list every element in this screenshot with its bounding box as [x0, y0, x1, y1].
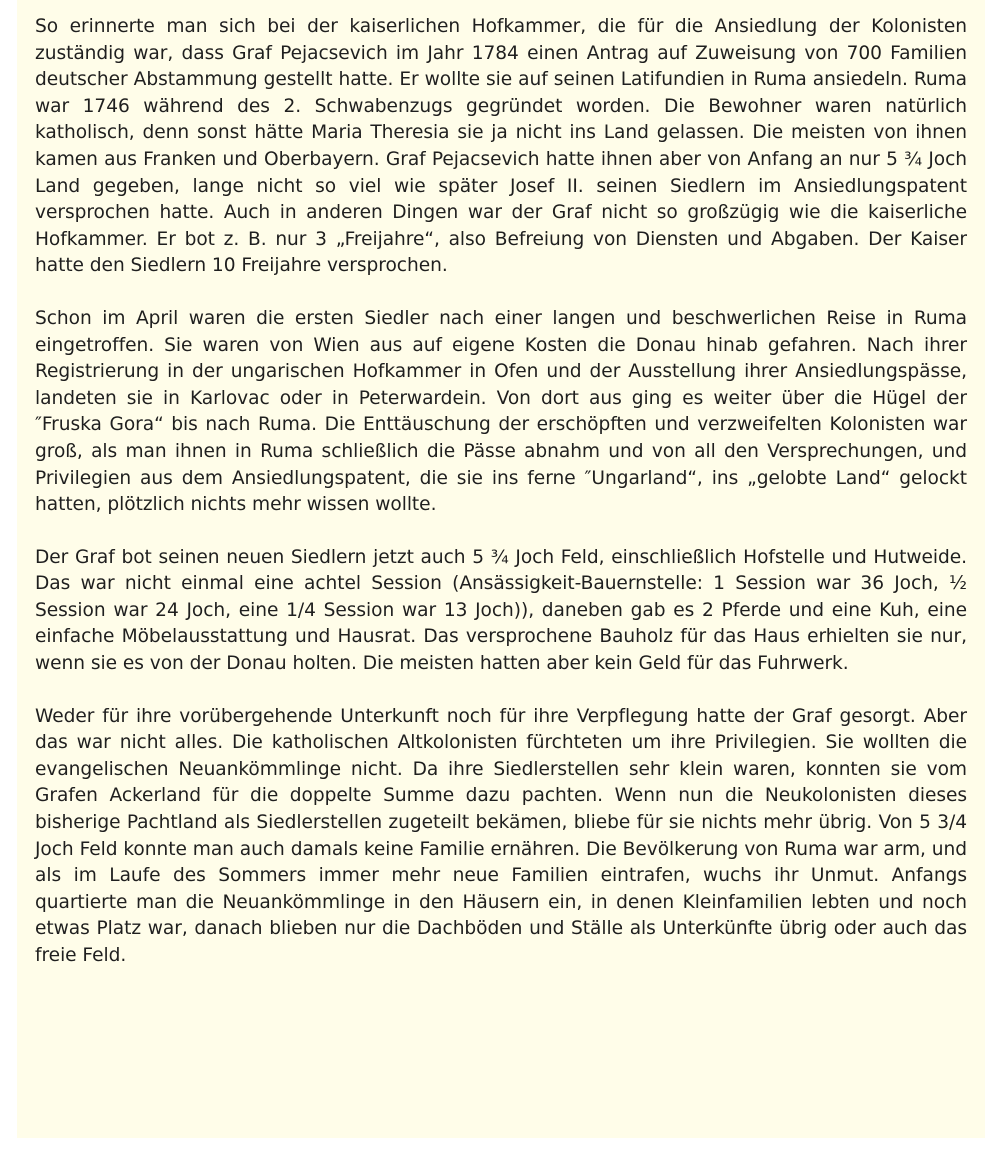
paragraph-3: Der Graf bot seinen neuen Siedlern jetzt auch 5 ¾ Joch Feld, einschließlich Hofstelle und Hutweide. Das war nicht einmal eine achtel Session (Ansässigkeit-Bauernstelle: 1 Session war 36 Joch, ½ Session war 24 Joch, eine 1/4 Session war 13 Joch)), daneben gab es 2 Pferde und eine Kuh, eine einfache Möbelausstattung und Hausrat. Das versprochene Bauholz für das Haus erhielten sie nur, wenn sie es von der Donau holten. Die meisten hatten aber kein Geld für das Fuhrwerk.	[35, 546, 967, 675]
paragraph-2: Schon im April waren die ersten Siedler nach einer langen und beschwerlichen Reise in Ruma eingetroffen. Sie waren von Wien aus auf eigene Kosten die Donau hinab gefahren. Nach ihrer Registrierung in der ungarischen Hofkammer in Ofen und der Ausstellung ihrer Ansiedlungspässe, landeten sie in Karlovac oder in Peterwardein. Von dort aus ging es weiter über die Hügel der ″Fruska Gora“ bis nach Ruma. Die Enttäuschung der erschöpften und verzweifelten Kolonisten war groß, als man ihnen in Ruma schließlich die Pässe abnahm und von all den Versprechungen, und Privilegien aus dem Ansiedlungspatent, die sie ins ferne ″Ungarland“, ins „gelobte Land“ gelockt hatten, plötzlich nichts mehr wissen wollte.	[35, 307, 967, 516]
paragraph-4: Weder für ihre vorübergehende Unterkunft noch für ihre Verpflegung hatte der Graf gesorgt. Aber das war nicht alles. Die katholischen Altkolonisten fürchteten um ihre Privilegien. Sie wollten die evangelischen Neuankömmlinge nicht. Da ihre Siedlerstellen sehr klein waren, konnten sie vom Grafen Ackerland für die doppelte Summe dazu pachten. Wenn nun die Neukolonisten dieses bisherige Pachtland als Siedlerstellen zugeteilt bekämen, bliebe für sie nichts mehr übrig. Von 5 3/4 Joch Feld konnte man auch damals keine Familie ernähren. Die Bevölkerung von Ruma war arm, und als im Laufe des Sommers immer mehr neue Familien eintrafen, wuchs ihr Unmut. Anfangs quartierte man die Neuankömmlinge in den Häusern ein, in denen Kleinfamilien lebten und noch etwas Platz war, danach blieben nur die Dachböden und Ställe als Unterkünfte übrig oder auch das freie Feld.	[35, 705, 967, 966]
paragraph-1: So erinnerte man sich bei der kaiserlichen Hofkammer, die für die Ansiedlung der Kolonisten zuständig war, dass Graf Pejacsevich im Jahr 1784 einen Antrag auf Zuweisung von 700 Familien deutscher Abstammung gestellt hatte. Er wollte sie auf seinen Latifundien in Ruma ansiedeln. Ruma war 1746 während des 2. Schwabenzugs gegründet worden. Die Bewohner waren natürlich katholisch, denn sonst hätte Maria Theresia sie ja nicht ins Land gelassen. Die meisten von ihnen kamen aus Franken und Oberbayern. Graf Pejacsevich hatte ihnen aber von Anfang an nur 5 ¾ Joch Land gegeben, lange nicht so viel wie später Josef II. seinen Siedlern im Ansiedlungspatent versprochen hatte. Auch in anderen Dingen war der Graf nicht so großzügig wie die kaiserliche Hofkammer. Er bot z. B. nur 3 „Freijahre“, also Befreiung von Diensten und Abgaben. Der Kaiser hatte den Siedlern 10 Freijahre versprochen.	[35, 16, 967, 277]
text-panel	[17, 0, 985, 1138]
